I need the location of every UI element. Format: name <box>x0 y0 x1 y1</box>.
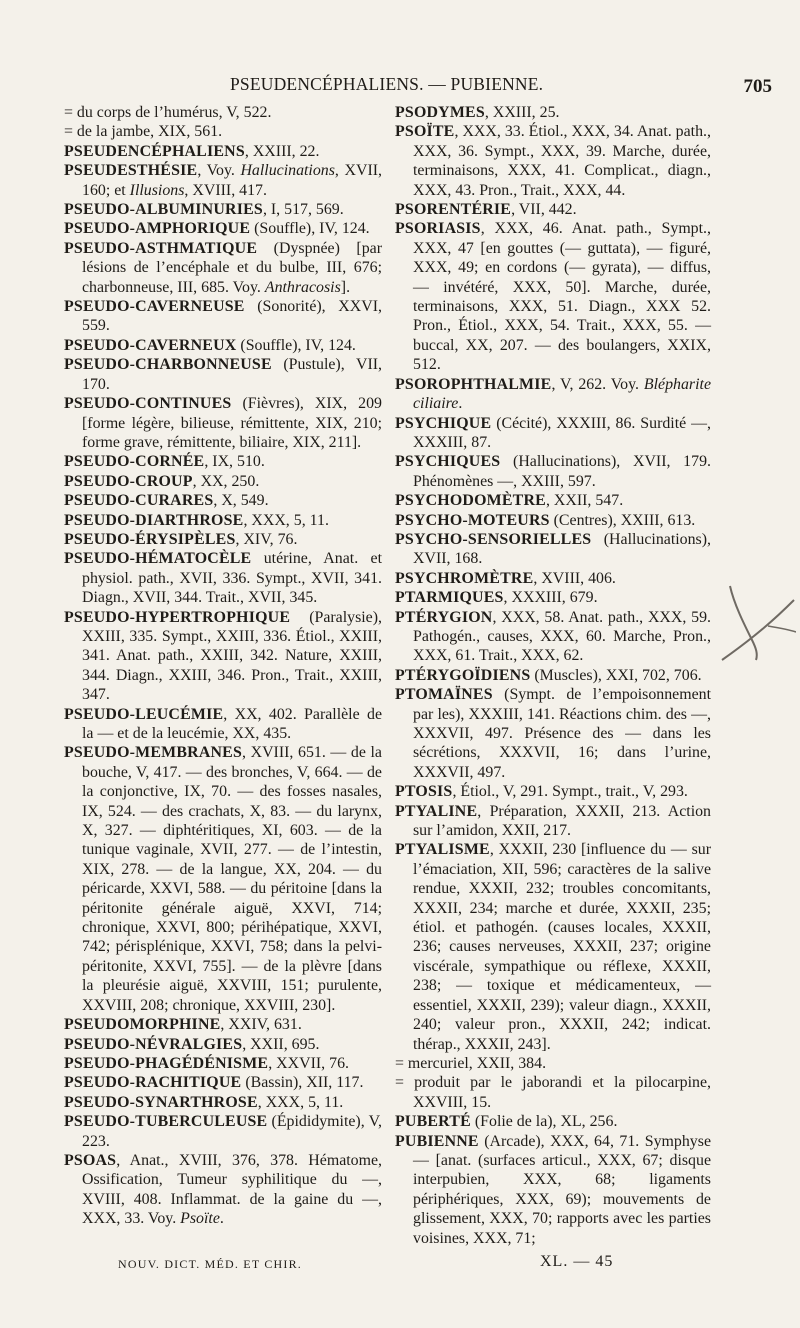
entry-text: , XXVII, 76. <box>268 1054 349 1072</box>
entry-text: (Paralysie), XXIII, 335. Sympt., XXIII, 336. Étiol., XXIII, 341. Anat. path., XXIII, 342. Nature, XXIII, 344. Diagn., XXIII, 346. Pron., Trait., XXIII, 347. <box>82 608 382 704</box>
entry-text: (Hallucinations), XVII, 179. Phénomènes —, XXIII, 597. <box>413 453 711 490</box>
entry-text: , XVII, 160; et <box>82 162 382 199</box>
entry-text: , Préparation, XXXII, 213. Action sur l’amidon, XXII, 217. <box>413 802 711 840</box>
index-entry <box>64 297 382 336</box>
index-entry <box>64 1093 382 1112</box>
entry-text: , XIV, 76. <box>235 530 298 548</box>
entry-text: , XX, 250. <box>192 472 260 490</box>
index-entry <box>64 743 382 1015</box>
entry-text: , I, 517, 569. <box>262 201 344 219</box>
entry-keyword: PSEUDO-PHAGÉDÉNISME <box>64 1054 269 1072</box>
entry-keyword: PTARMIQUES <box>395 589 504 607</box>
footer-signature: XL. — 45 <box>540 1253 614 1270</box>
running-header: PSEUDENCÉPHALIENS. — PUBIENNE. <box>230 74 544 94</box>
entry-text: (Folie de la), XL, 256. <box>470 1113 618 1131</box>
entry-keyword: PTOMAÏNES <box>395 686 493 704</box>
entry-keyword: PSEUDO-CAVERNEUX <box>64 336 237 354</box>
index-entry <box>64 161 382 200</box>
entry-keyword: PSYCHO-SENSORIELLES <box>395 530 592 548</box>
index-entry <box>64 1073 382 1092</box>
entry-keyword: PSEUDO-TUBERCULEUSE <box>64 1113 268 1131</box>
entry-text: , XXII, 547. <box>545 492 624 510</box>
entry-keyword: PTYALISME <box>395 841 490 859</box>
index-entry <box>395 530 711 569</box>
entry-keyword: PSEUDO-CONTINUES <box>64 395 232 413</box>
index-entry <box>395 608 711 666</box>
index-entry <box>64 239 382 297</box>
entry-keyword: PSYCHIQUE <box>395 414 492 432</box>
entry-keyword: PSEUDO-ÉRYSIPÈLES <box>64 530 236 548</box>
index-entry <box>395 685 711 782</box>
entry-text: (Souffle), IV, 124. <box>250 220 370 238</box>
entry-keyword: PSEUDO-CHARBONNEUSE <box>64 356 272 374</box>
index-entry <box>64 1054 382 1073</box>
entry-text: , Voy. <box>197 162 241 180</box>
entry-keyword: PSEUDO-CURARES <box>64 492 214 510</box>
entry-text: (Bassin), XII, 117. <box>241 1074 364 1092</box>
index-entry <box>64 549 382 607</box>
entry-text: (Dyspnée) [par lésions de l’encéphale et du bulbe, III, 676; charbonneuse, III, 685. Voy. <box>82 239 382 296</box>
index-entry <box>395 569 711 588</box>
index-entry <box>64 511 382 530</box>
entry-keyword: PSEUDO-HÉMATOCÈLE <box>64 550 252 568</box>
index-entry <box>395 200 711 219</box>
entry-keyword: PUBIENNE <box>395 1132 479 1150</box>
entry-text: (Cécité), XXXIII, 86. Surdité —, XXXIII, 87. <box>413 414 711 451</box>
entry-keyword: PSEUDO-CORNÉE <box>64 453 205 471</box>
entry-text: utérine, Anat. et physiol. path., XVII, 336. Sympt., XVII, 341. Diagn., XVII, 344. Trait., XVII, 345. <box>82 550 382 607</box>
index-entry <box>395 122 711 200</box>
entry-keyword: PTYALINE <box>395 802 478 820</box>
index-entry <box>395 1132 711 1248</box>
index-entry <box>64 1015 382 1034</box>
index-entry <box>64 452 382 471</box>
index-entry <box>64 394 382 452</box>
index-entry <box>64 491 382 510</box>
index-entry <box>64 608 382 705</box>
entry-keyword: PSYCHIQUES <box>395 453 501 471</box>
index-entry <box>395 666 711 685</box>
entry-text: , XXII, 695. <box>242 1035 320 1053</box>
entry-text: , XXIII, 22. <box>244 142 320 160</box>
index-entry <box>64 122 382 141</box>
entry-text: (Arcade), XXX, 64, 71. Symphyse — [anat. (surfaces articul., XXX, 67; disque interpubien, XXX, 68; ligaments périphériques, XXX, 69); mouvements de glissement, XXX, 70; rapports avec les parties voisines, XXX, 71; <box>413 1132 711 1247</box>
index-entry <box>64 142 382 161</box>
entry-text: , X, 549. <box>213 492 269 510</box>
entry-keyword: PSYCHROMÈTRE <box>395 569 534 587</box>
index-entry <box>64 1112 382 1151</box>
index-entry <box>64 705 382 744</box>
entry-keyword: PSEUDO-AMPHORIQUE <box>64 220 251 238</box>
index-entry <box>395 782 711 801</box>
entry-text: , Étiol., V, 291. Sympt., trait., V, 293. <box>452 783 688 801</box>
entry-text: , XXX, 5, 11. <box>243 511 329 529</box>
entry-italic: Psoïte <box>180 1210 220 1228</box>
entry-text: , XXXIII, 679. <box>503 589 598 607</box>
entry-keyword: PSEUDO-NÉVRALGIES <box>64 1035 243 1053</box>
index-entry <box>64 530 382 549</box>
index-entry <box>64 1151 382 1229</box>
index-entry <box>64 472 382 491</box>
entry-keyword: PSOÏTE <box>395 123 455 141</box>
entry-text: ]. <box>340 278 351 296</box>
entry-keyword: PSEUDENCÉPHALIENS <box>64 142 245 160</box>
entry-text: (Sympt. de l’empoisonnement par les), XXXIII, 141. Réactions chim. des —, XXXVII, 497. Présence des — dans les sécrétions, XXXVII, 16; dans l’urine, XXXVII, 497. <box>413 686 711 781</box>
entry-keyword: PTÉRYGOÏDIENS <box>395 666 531 684</box>
entry-text: , VII, 442. <box>511 201 577 219</box>
entry-text: , IX, 510. <box>204 453 265 471</box>
entry-text: (Épididymite), V, 223. <box>82 1113 382 1150</box>
entry-text: , XXX, 33. Étiol., XXX, 34. Anat. path., XXX, 36. Sympt., XXX, 39. Marche, durée, terminaisons, XXX, 41. Complicat., diagn., XXX, 43. Pron., Trait., XXX, 44. <box>413 123 711 199</box>
entry-keyword: PSEUDO-CROUP <box>64 472 193 490</box>
entry-keyword: PSODYMES <box>395 104 485 121</box>
index-entry <box>395 802 711 841</box>
index-entry <box>395 103 711 122</box>
entry-keyword: PSEUDO-HYPERTROPHIQUE <box>64 608 291 626</box>
entry-keyword: PSORIASIS <box>395 220 481 238</box>
entry-keyword: PTÉRYGION <box>395 608 493 626</box>
index-entry <box>64 1035 382 1054</box>
index-entry <box>64 200 382 219</box>
entry-keyword: PSOROPHTHALMIE <box>395 375 552 393</box>
entry-keyword: PSYCHO-MOTEURS <box>395 511 550 529</box>
entry-keyword: PTOSIS <box>395 783 453 801</box>
index-entry <box>64 355 382 394</box>
entry-text: (Hallucinations), XVII, 168. <box>413 530 711 568</box>
entry-text: , XXX, 58. Anat. path., XXX, 59. Pathogén., causes, XXX, 60. Marche, Pron., XXX, 61. Trait., XXX, 62. <box>413 608 711 665</box>
left-column <box>64 103 382 1229</box>
entry-text: (Fièvres), XIX, 209 [forme légère, bilieuse, rémittente, XIX, 210; forme grave, rémittente, biliaire, XIX, 211]. <box>82 395 382 451</box>
right-column <box>395 103 711 1248</box>
entry-text: , XXIV, 631. <box>220 1016 302 1034</box>
entry-keyword: PSEUDO-LEUCÉMIE <box>64 705 224 723</box>
entry-italic: Blépharite ciliaire <box>413 375 711 413</box>
entry-text: . <box>458 395 463 413</box>
entry-keyword: PSEUDESTHÉSIE <box>64 162 198 180</box>
handwritten-cross-mark <box>716 582 796 666</box>
entry-text: = mercuriel, XXII, 384. <box>395 1054 547 1072</box>
index-entry <box>64 336 382 355</box>
entry-keyword: PSEUDO-SYNARTHROSE <box>64 1093 258 1111</box>
entry-text: , XXX, 46. Anat. path., Sympt., XXX, 47 [en gouttes (— guttata), — figuré, XXX, 49; en cordons (— gyrata), — diffus, — invétéré, XXX, 50]. Marche, durée, terminaisons, XXX, 51. Diagn., XXX 52. Pron., Étiol., XXX, 54. Trait., XXX, 55. — buccal, XX, 207. — des boulangers, XXIX, 512. <box>413 220 711 374</box>
entry-text: , XX, 402. Parallèle de la — et de la leucémie, XX, 435. <box>82 705 382 742</box>
entry-text: , XXXII, 230 [influence du — sur l’émaciation, XII, 596; caractères de la salive rendue, XXXII, 232; troubles concomitants, XXXII, 234; marche et durée, XXXII, 235; étiol. et pathogén. (causes locales, XXXII, 236; causes nerveuses, XXXII, 237; origine viscérale, sympathique ou réflexe, XXXII, 238; — toxique et médicamenteux, — essentiel, XXXII, 239); valeur diagn., XXXII, 240; valeur pron., XXXII, 242; indicat. thérap., XXXII, 243]. <box>413 841 711 1053</box>
entry-keyword: PSEUDO-DIARTHROSE <box>64 511 244 529</box>
entry-text: (Muscles), XXI, 702, 706. <box>530 666 702 684</box>
entry-italic: Anthracosis <box>264 278 341 296</box>
index-entry <box>395 414 711 453</box>
index-entry <box>395 1073 711 1112</box>
index-entry <box>395 491 711 510</box>
entry-text: , V, 262. Voy. <box>551 375 644 393</box>
entry-text: , XVIII, 417. <box>184 181 267 199</box>
entry-keyword: PSEUDO-RACHITIQUE <box>64 1074 242 1092</box>
entry-text: . <box>219 1210 224 1228</box>
index-entry <box>395 511 711 530</box>
entry-text: (Souffle), IV, 124. <box>236 336 356 354</box>
entry-keyword: PUBERTÉ <box>395 1113 471 1131</box>
index-entry <box>395 1112 711 1131</box>
entry-text: , XXIII, 25. <box>484 104 560 121</box>
entry-italic: Illusions <box>129 181 185 199</box>
entry-keyword: PSOAS <box>64 1151 117 1169</box>
entry-text: , XXX, 5, 11. <box>257 1093 344 1111</box>
entry-italic: Hallucinations <box>240 162 335 180</box>
entry-keyword: PSEUDO-ASTHMATIQUE <box>64 239 258 257</box>
entry-text: , XVIII, 651. — de la bouche, V, 417. — des bronches, V, 664. — de la conjonctive, IX, 70. — des fosses nasales, IX, 524. — des crachats, X, 83. — du larynx, X, 327. — diphtéritiques, XI, 603. — de la tunique vaginale, XVII, 277. — de l’intestin, XIX, 278. — de la langue, XX, 204. — du péricarde, XXVI, 588. — du péritoine [dans la péritonite générale aiguë, XXVI, 714; chronique, XXVI, 800; périhépatique, XXVI, 742; périsplénique, XXVI, 758; dans la pelvi-péritonite, XXVI, 755]. — de la plèvre [dans la pleurésie aiguë, XXVIII, 151; purulente, XXVIII, 208; chronique, XXVIII, 230]. <box>82 744 382 1014</box>
entry-keyword: PSEUDO-MEMBRANES <box>64 744 243 762</box>
page-number: 705 <box>743 76 772 97</box>
index-entry <box>395 840 711 1053</box>
entry-text: (Centres), XXIII, 613. <box>549 511 696 529</box>
entry-keyword: PSEUDO-CAVERNEUSE <box>64 298 245 316</box>
entry-keyword: PSEUDO-ALBUMINURIES <box>64 201 263 219</box>
entry-text: (Sonorité), XXVI, 559. <box>82 298 382 335</box>
index-entry <box>395 219 711 374</box>
entry-text: , XVIII, 406. <box>533 569 616 587</box>
index-entry <box>395 1054 711 1073</box>
entry-text: , Anat., XVIII, 376, 378. Hématome, Ossification, Tumeur syphilitique du —, XVIII, 408. Inflammat. de la gaine du —, XXX, 33. Voy. <box>82 1151 382 1228</box>
entry-text: = du corps de l’humérus, V, 522. <box>64 104 272 121</box>
entry-text: (Pustule), VII, 170. <box>82 356 382 393</box>
index-entry <box>64 103 382 122</box>
index-entry <box>395 588 711 607</box>
entry-keyword: PSYCHODOMÈTRE <box>395 492 546 510</box>
entry-keyword: PSEUDOMORPHINE <box>64 1016 221 1034</box>
entry-keyword: PSORENTÉRIE <box>395 201 512 219</box>
index-entry <box>64 219 382 238</box>
entry-text: = de la jambe, XIX, 561. <box>64 123 223 141</box>
index-entry <box>395 375 711 414</box>
entry-text: = produit par le jaborandi et la pilocarpine, XXVIII, 15. <box>395 1074 711 1111</box>
index-entry <box>395 452 711 491</box>
footer-publication: NOUV. DICT. MÉD. ET CHIR. <box>118 1257 303 1271</box>
